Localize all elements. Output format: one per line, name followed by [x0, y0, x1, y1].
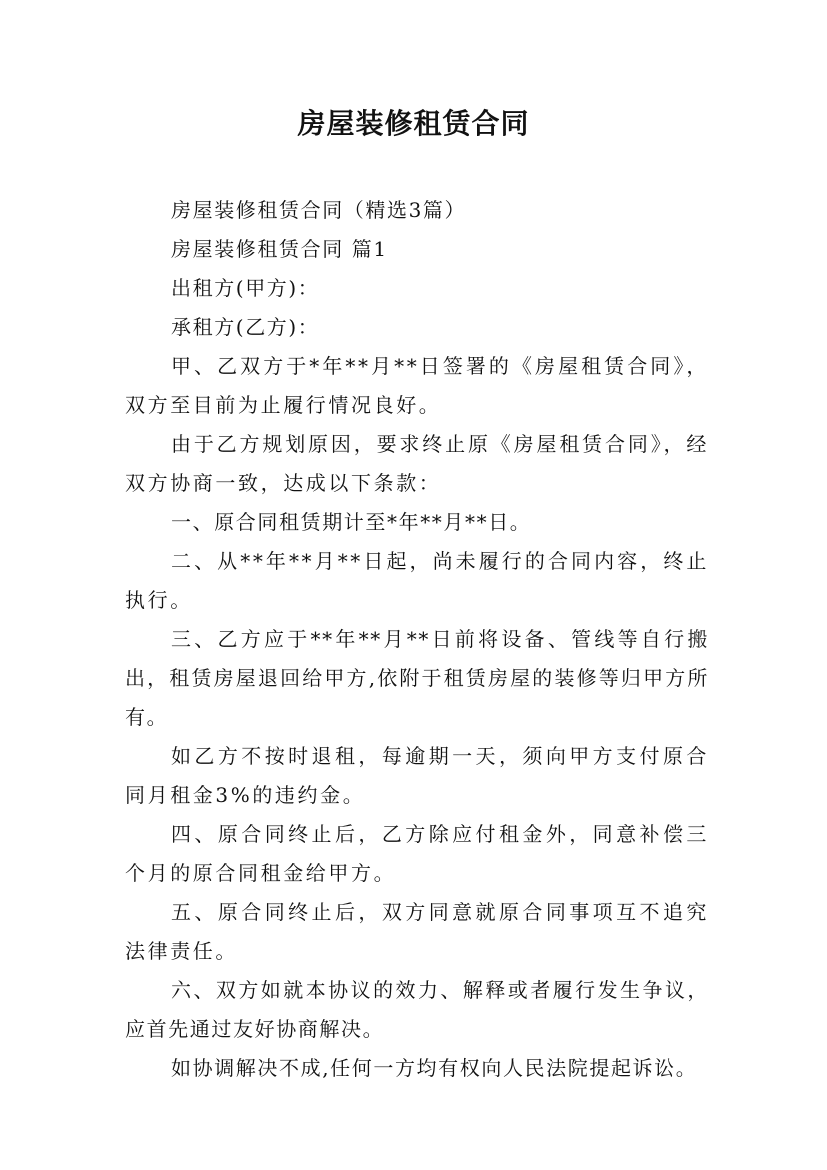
paragraph-clause-3: 三、乙方应于**年**月**日前将设备、管线等自行搬出，租赁房屋退回给甲方,依附于租赁房屋的装修等归甲方所有。 [125, 627, 709, 729]
document-title: 房屋装修租赁合同 [297, 107, 530, 140]
paragraph-clause-4: 四、原合同终止后，乙方除应付租金外，同意补偿三个月的原合同租金给甲方。 [125, 822, 709, 885]
paragraph-clause-1: 一、原合同租赁期计至*年**月**日。 [171, 510, 532, 534]
paragraph-clause-5: 五、原合同终止后，双方同意就原合同事项互不追究法律责任。 [125, 900, 709, 963]
paragraph-penalty: 如乙方不按时退租，每逾期一天，须向甲方支付原合同月租金3%的违约金。 [125, 744, 709, 807]
paragraph-subtitle: 房屋装修租赁合同（精选3篇） [171, 198, 467, 222]
paragraph-contract-status: 甲、乙双方于*年**月**日签署的《房屋租赁合同》，双方至目前为止履行情况良好。 [125, 354, 709, 417]
paragraph-clause-6: 六、双方如就本协议的效力、解释或者履行发生争议，应首先通过友好协商解决。 [125, 978, 709, 1041]
document-body [125, 191, 709, 1088]
paragraph-lessor: 出租方(甲方)： [171, 276, 320, 300]
paragraph-lessee: 承租方(乙方)： [171, 315, 320, 339]
paragraph-termination-reason: 由于乙方规划原因，要求终止原《房屋租赁合同》，经双方协商一致，达成以下条款： [125, 432, 709, 495]
paragraph-clause-2: 二、从**年**月**日起，尚未履行的合同内容，终止执行。 [125, 549, 709, 612]
paragraph-section-heading: 房屋装修租赁合同 篇1 [171, 237, 388, 261]
paragraph-litigation: 如协调解决不成,任何一方均有权向人民法院提起诉讼。 [171, 1056, 698, 1080]
